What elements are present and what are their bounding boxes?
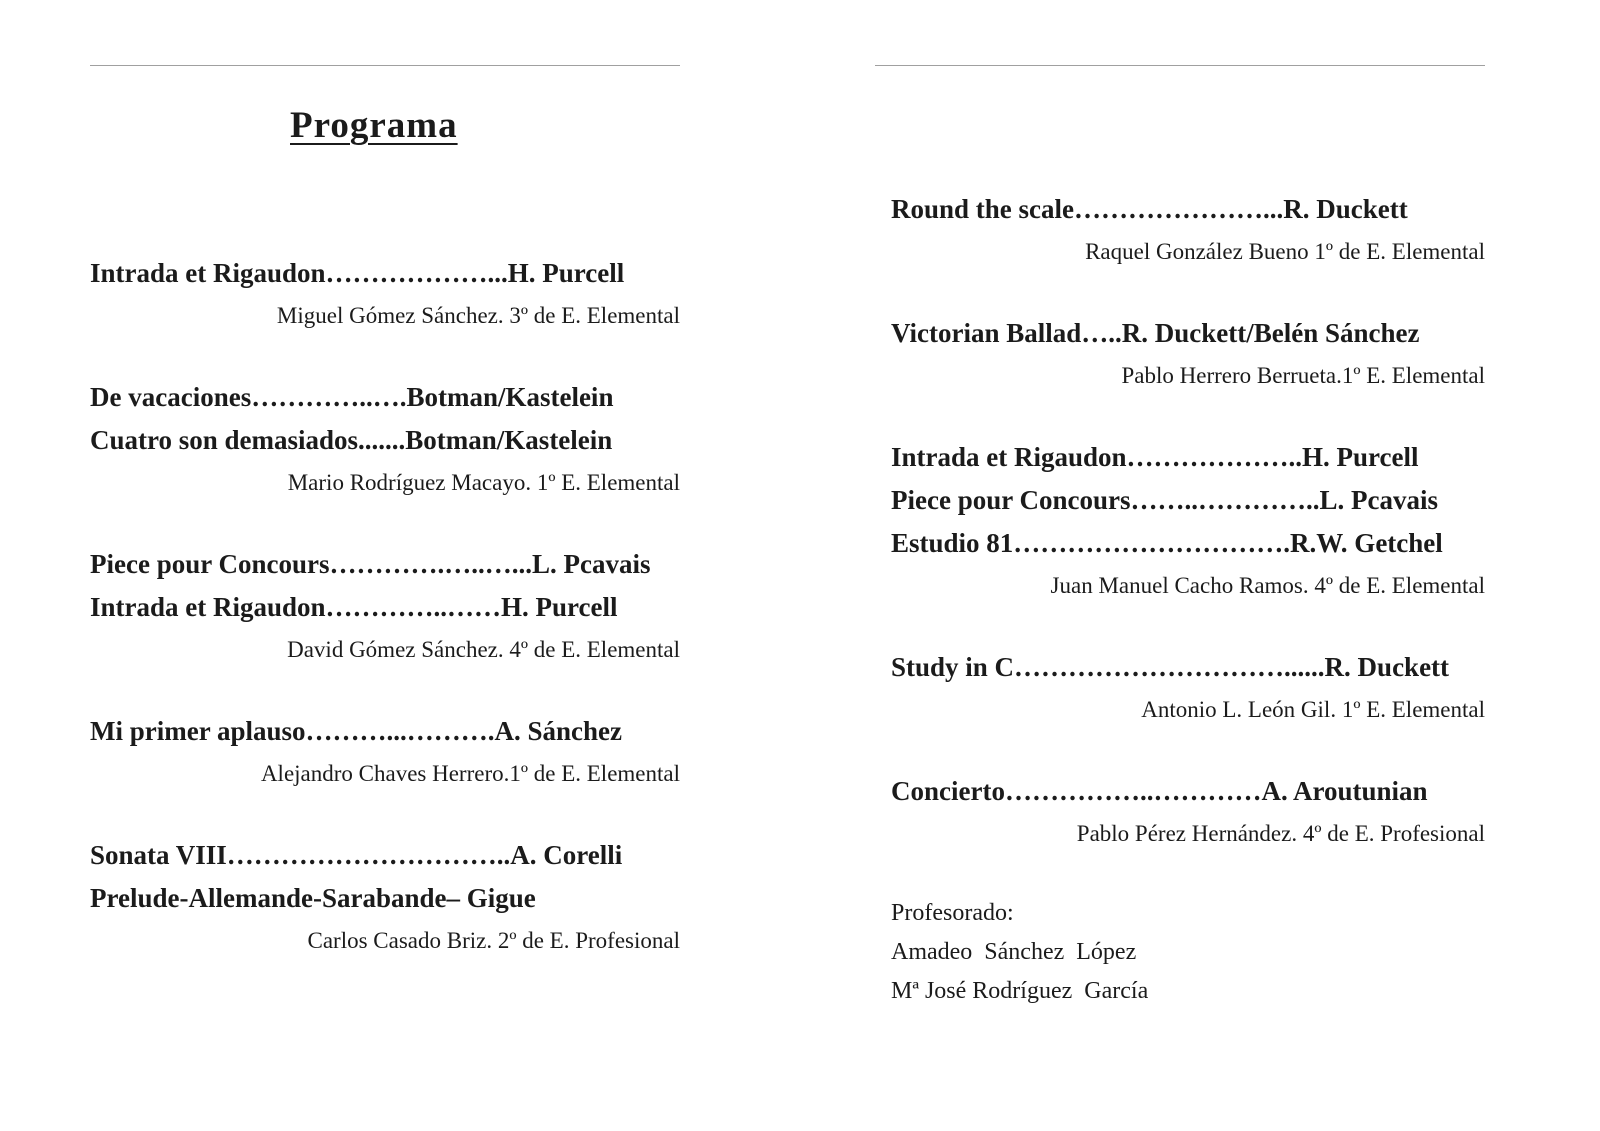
performer-line: David Gómez Sánchez. 4º de E. Elemental — [287, 637, 680, 662]
piece-line: Intrada et Rigaudon………………..H. Purcell — [891, 442, 1419, 472]
program-page-right — [875, 0, 1485, 1011]
piece-line: Cuatro son demasiados.......Botman/Kastelein — [90, 425, 613, 455]
piece-line: De vacaciones…………..….Botman/Kastelein — [90, 382, 614, 412]
performer-line: Miguel Gómez Sánchez. 3º de E. Elemental — [276, 303, 680, 328]
performer-line: Pablo Herrero Berrueta.1º E. Elemental — [1121, 363, 1485, 388]
performer-line: Raquel González Bueno 1º de E. Elemental — [1085, 239, 1485, 264]
program-entry — [90, 543, 680, 670]
program-entry — [891, 188, 1485, 272]
program-entry — [891, 770, 1485, 854]
program-entry — [891, 646, 1485, 730]
teachers-section — [891, 894, 1485, 1011]
program-entry — [90, 710, 680, 794]
piece-line: Intrada et Rigaudon…………..……H. Purcell — [90, 592, 618, 622]
performer-line: Juan Manuel Cacho Ramos. 4º de E. Elemental — [1050, 573, 1485, 598]
piece-line: Round the scale…………………...R. Duckett — [891, 194, 1408, 224]
left-entries — [90, 252, 680, 961]
program-entry — [90, 834, 680, 961]
piece-line: Piece pour Concours……..…………..L. Pcavais — [891, 485, 1438, 515]
piece-line: Piece pour Concours………….…..…...L. Pcavais — [90, 549, 651, 579]
piece-line: Intrada et Rigaudon………………...H. Purcell — [90, 258, 625, 288]
program-entry — [891, 436, 1485, 606]
performer-line: Antonio L. León Gil. 1º E. Elemental — [1141, 697, 1485, 722]
program-entry — [90, 376, 680, 503]
piece-line: Victorian Ballad…..R. Duckett/Belén Sánchez — [891, 318, 1420, 348]
program-entry — [90, 252, 680, 336]
performer-line: Mario Rodríguez Macayo. 1º E. Elemental — [287, 470, 680, 495]
teachers-label: Profesorado: — [891, 900, 1014, 926]
piece-line: Estudio 81………………………….R.W. Getchel — [891, 528, 1443, 558]
right-top-rule — [875, 65, 1485, 66]
teacher-name: Amadeo Sánchez López — [891, 939, 1137, 965]
left-top-rule — [90, 65, 680, 66]
performer-line: Pablo Pérez Hernández. 4º de E. Profesional — [1076, 821, 1485, 846]
program-entry — [891, 312, 1485, 396]
piece-line: Concierto……………..…………A. Aroutunian — [891, 776, 1428, 806]
performer-line: Carlos Casado Briz. 2º de E. Profesional — [307, 928, 680, 953]
right-entries — [891, 188, 1485, 854]
piece-line: Sonata VIII…………………………..A. Corelli — [90, 840, 623, 870]
piece-line: Mi primer aplauso………...……….A. Sánchez — [90, 716, 622, 746]
teacher-name: Mª José Rodríguez García — [891, 978, 1149, 1004]
program-page-left — [90, 0, 680, 1001]
performer-line: Alejandro Chaves Herrero.1º de E. Elemental — [260, 761, 680, 786]
piece-line: Study in C…………………………......R. Duckett — [891, 652, 1450, 682]
program-title: Programa — [290, 105, 458, 146]
piece-line: Prelude-Allemande-Sarabande– Gigue — [90, 883, 536, 913]
